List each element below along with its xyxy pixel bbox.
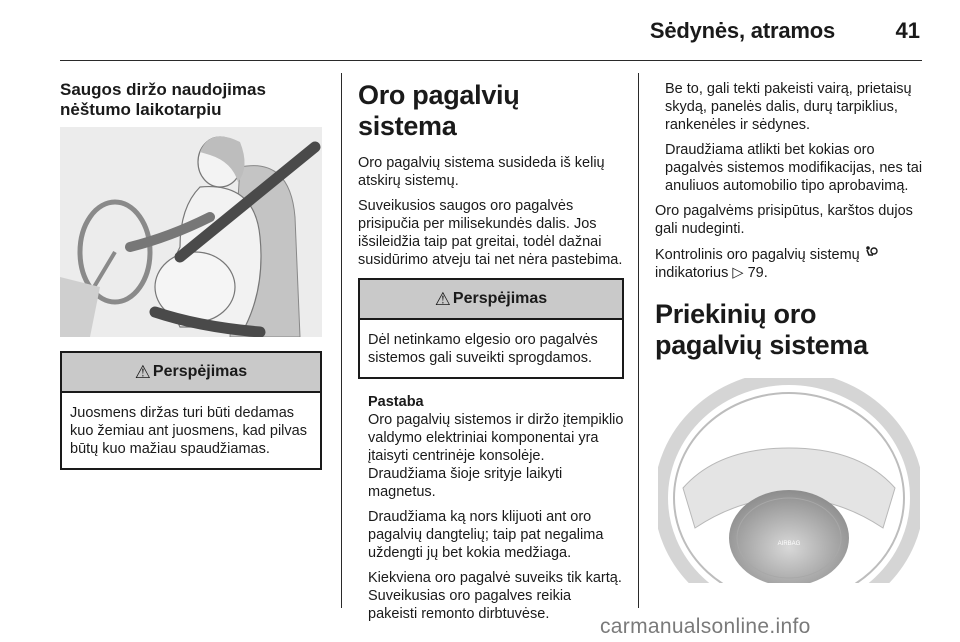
note-paragraph: Draudžiama ką nors klijuoti ant oro pagalvių dangtelių; taip pat negalima uždengti jų bet kokia medžiaga. <box>368 509 604 561</box>
note-title: Pastaba <box>368 394 424 410</box>
column-divider-1 <box>341 73 342 608</box>
column-divider-2 <box>638 73 639 608</box>
section-heading-front-airbag: Priekinių oro pagalvių sistema <box>655 299 868 360</box>
column-left <box>60 80 322 120</box>
warning-title: Perspėjimas <box>452 290 548 307</box>
airbag-label: AIRBAG <box>777 541 801 547</box>
section-heading-airbag-system: Oro pagalvių sistema <box>358 80 520 141</box>
watermark: carmanualsonline.info <box>600 615 811 638</box>
warning-header <box>360 280 622 320</box>
warning-header <box>62 353 320 393</box>
warning-title: Perspėjimas <box>152 363 248 380</box>
paragraph: Oro pagalvėms prisipūtus, karštos dujos gali nudeginti. <box>655 203 913 237</box>
steering-wheel-airbag-illustration <box>658 378 920 583</box>
column-right <box>655 80 923 361</box>
warning-triangle-icon: ⚠ <box>434 288 451 309</box>
section-heading-pregnancy: Saugos diržo naudojimas nėštumo laikotarpiu <box>60 80 266 119</box>
page-number: 41 <box>895 18 920 43</box>
warning-box-pregnancy <box>60 351 322 470</box>
paragraph: Suveikusios saugos oro pagalvės prisipučia per milisekundės dalis. Jos išsileidžia taip pat greitai, todėl dažnai susidūrimo atveju tai net nėra pastebima. <box>358 198 623 268</box>
page-reference-link[interactable]: 79. <box>747 265 768 281</box>
warning-text: Dėl netinkamo elgesio oro pagalvės sistemos gali suveikti sprogdamos. <box>368 332 598 366</box>
paragraph-indicator: Kontrolinis oro pagalvių sistemų indikatorius ▷ 79. <box>655 245 923 282</box>
note-paragraph: Kiekviena oro pagalvė suveiks tik kartą. Suveikusias oro pagalves reikia pakeisti remonto dirbtuvėse. <box>368 570 622 622</box>
page-header-title: Sėdynės, atramos <box>649 18 835 43</box>
paragraph: Draudžiama atlikti bet kokias oro pagalvės sistemos modifikacijas, nes tai anuliuos automobilio tipo aprobavimą. <box>665 142 923 194</box>
warning-text: Juosmens diržas turi būti dedamas kuo žemiau ant juosmens, kad pilvas būtų kuo mažiau spaudžiamas. <box>70 405 307 457</box>
warning-box-airbag <box>358 278 624 379</box>
pregnant-seatbelt-illustration <box>60 127 322 337</box>
note-paragraph: Oro pagalvių sistemos ir diržo įtempiklio valdymo elektriniai komponentai yra įtaisyti centrinėje konsolėje. Draudžiama šioje srityje laikyti magnetus. <box>368 412 624 500</box>
warning-triangle-icon: ⚠ <box>134 361 151 382</box>
column-middle <box>358 80 624 630</box>
page-reference-icon: ▷ <box>732 265 744 281</box>
paragraph: Be to, gali tekti pakeisti vairą, prietaisų skydą, panelės dalis, durų tarpiklius, rankenėles ir sėdynes. <box>665 81 912 133</box>
header-divider <box>60 60 922 61</box>
paragraph: Oro pagalvių sistema susideda iš kelių atskirų sistemų. <box>358 155 605 189</box>
airbag-indicator-icon <box>864 247 878 263</box>
